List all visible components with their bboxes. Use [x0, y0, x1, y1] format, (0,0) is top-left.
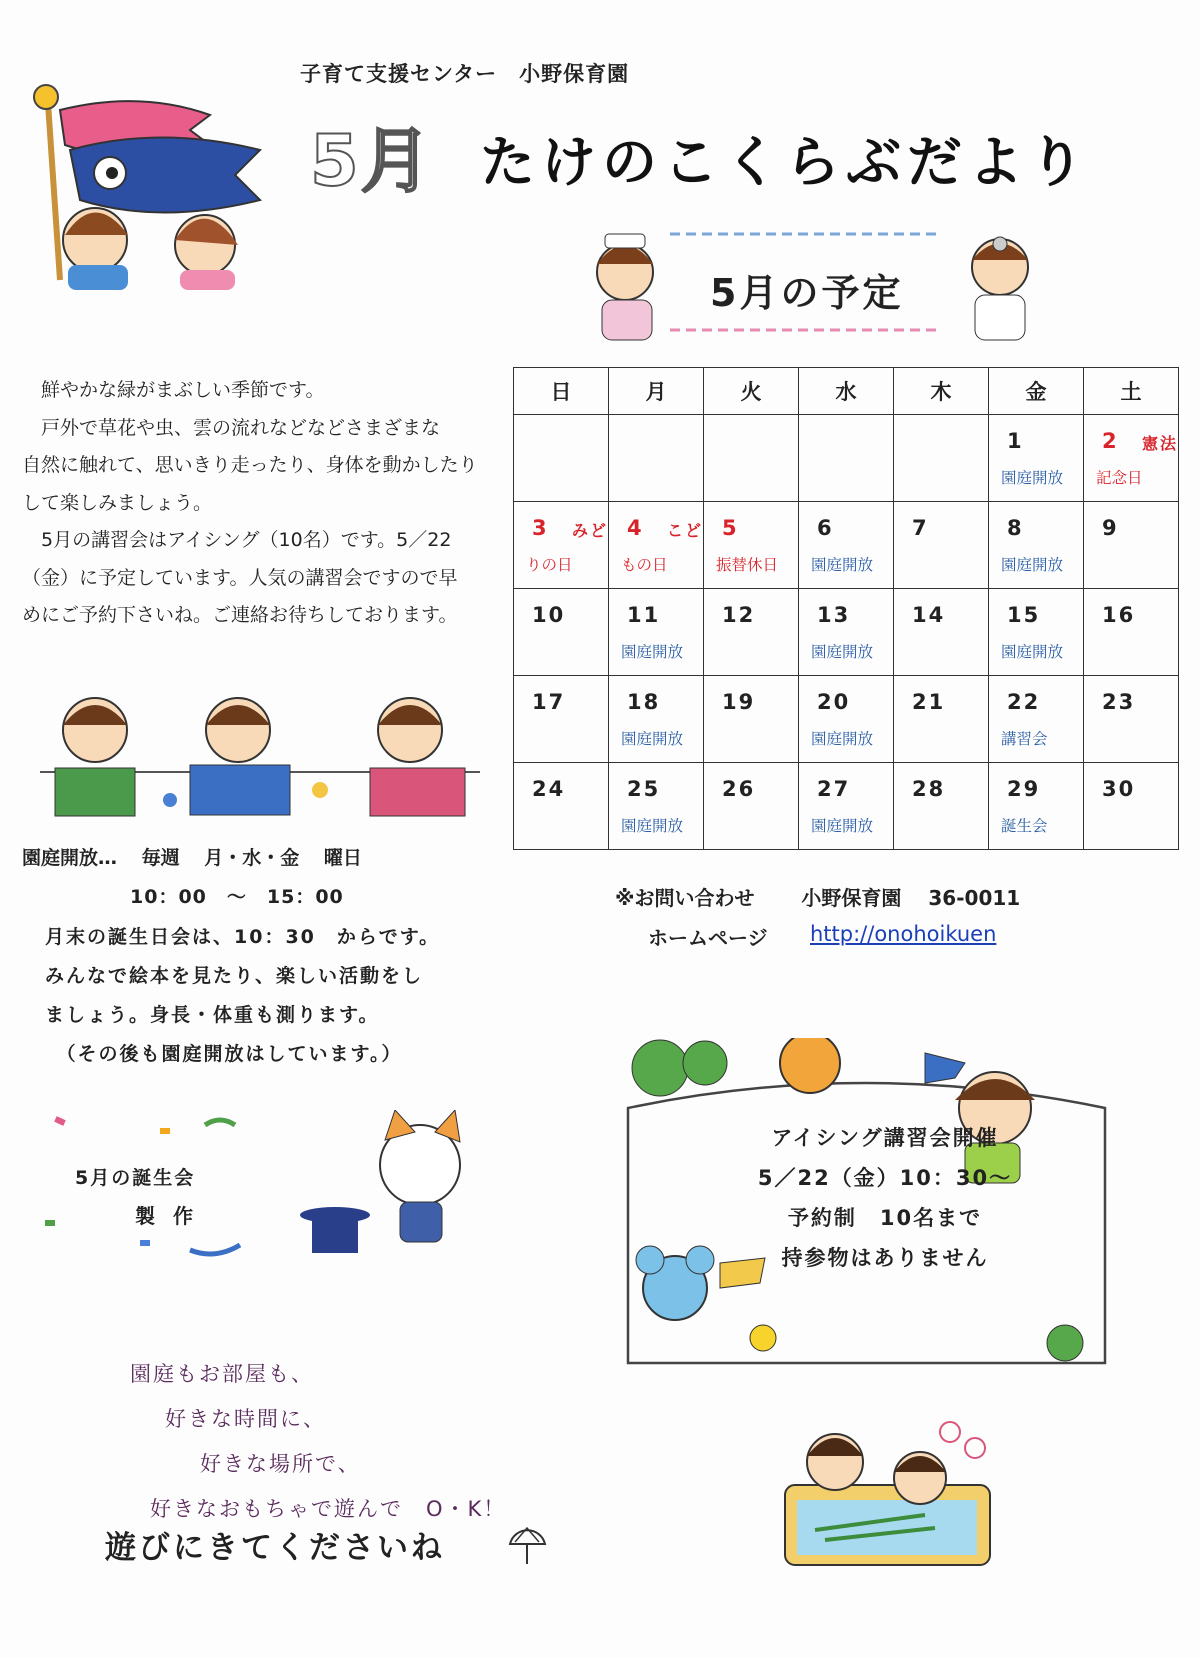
day-number: 29	[1007, 777, 1041, 801]
day-number: 5	[722, 516, 739, 540]
intro-line: めにご予約下さいね。ご連絡お待ちしております。	[22, 604, 458, 626]
calendar-day-cell	[1084, 676, 1179, 763]
calendar-day-cell	[799, 502, 894, 589]
weekday-header: 火	[704, 368, 799, 415]
day-note: 園庭開放	[1001, 643, 1064, 661]
birthday-info-line: （その後も園庭開放はしています。）	[45, 1043, 403, 1065]
homepage-link[interactable]: http://onohoikuen	[810, 922, 997, 946]
day-number: 4	[627, 516, 644, 540]
calendar-week-row	[514, 415, 1179, 502]
day-number: 1	[1007, 429, 1024, 453]
iris-bath-illustration	[775, 1420, 1005, 1570]
calendar-day-cell	[514, 415, 609, 502]
contact-phone: 36-0011	[928, 886, 1021, 910]
calendar-day-cell	[514, 763, 609, 850]
calendar-day-cell	[989, 676, 1084, 763]
calendar-day-cell	[894, 415, 989, 502]
day-number: 23	[1102, 690, 1136, 714]
calendar-day-cell	[989, 415, 1084, 502]
closing-line: 好きな時間に、	[165, 1407, 326, 1431]
calendar-day-cell	[1084, 415, 1179, 502]
calendar-day-cell	[609, 415, 704, 502]
day-number: 18	[627, 690, 661, 714]
nurse-icon	[597, 234, 653, 340]
calendar-day-cell	[989, 763, 1084, 850]
organization-name: 子育て支援センター 小野保育園	[300, 62, 630, 86]
day-note: 園庭開放	[811, 556, 874, 574]
day-note: 記念日	[1096, 469, 1143, 487]
day-number: 16	[1102, 603, 1136, 627]
day-number: 9	[1102, 516, 1119, 540]
calendar-week-row	[514, 589, 1179, 676]
day-number: 7	[912, 516, 929, 540]
day-number: 22	[1007, 690, 1041, 714]
contact-label: ※お問い合わせ	[615, 886, 755, 910]
chick-icon	[750, 1325, 776, 1351]
contact-line	[615, 882, 1020, 911]
calendar-day-cell	[514, 502, 609, 589]
tiger-icon	[780, 1038, 840, 1093]
day-number: 11	[627, 603, 661, 627]
holiday-name: 憲法	[1142, 434, 1179, 453]
kids-crafting-illustration	[40, 690, 480, 820]
tree-icon	[632, 1040, 688, 1096]
intro-line: 戸外で草花や虫、雲の流れなどなどさまざまな	[22, 416, 441, 439]
park-open-frequency: 毎週	[141, 847, 180, 869]
park-open-label: 園庭開放…	[22, 847, 118, 869]
event-line: アイシング講習会開催	[771, 1126, 999, 1150]
may-calendar	[513, 367, 1179, 850]
intro-line: 鮮やかな緑がまぶしい季節です。	[22, 379, 325, 401]
craft-label: 5月の誕生会	[75, 1167, 196, 1189]
calendar-day-cell	[609, 502, 704, 589]
weekday-header: 水	[799, 368, 894, 415]
calendar-day-cell	[704, 763, 799, 850]
day-note: 園庭開放	[1001, 469, 1064, 487]
calendar-day-cell	[799, 763, 894, 850]
day-number: 14	[912, 603, 946, 627]
event-line: 5／22（金）10：30～	[757, 1166, 1013, 1190]
day-number: 10	[532, 603, 566, 627]
holiday-name: こど	[667, 521, 704, 540]
intro-line: 5月の講習会はアイシング（10名）です。5／22	[22, 529, 452, 551]
park-open-hours: 10：00 ～ 15：00	[130, 886, 344, 908]
birthday-info-line: ましょう。身長・体重も測ります。	[45, 1004, 380, 1026]
day-note: 誕生会	[1001, 817, 1048, 835]
day-note: 振替休日	[716, 556, 779, 574]
calendar-day-cell	[1084, 502, 1179, 589]
calendar-day-cell	[704, 676, 799, 763]
day-number: 13	[817, 603, 851, 627]
park-open-schedule	[22, 843, 380, 870]
calendar-day-cell	[799, 676, 894, 763]
day-note: 園庭開放	[811, 643, 874, 661]
day-number: 20	[817, 690, 851, 714]
day-note: 園庭開放	[621, 817, 684, 835]
day-number: 26	[722, 777, 756, 801]
calendar-day-cell	[799, 589, 894, 676]
calendar-day-cell	[799, 415, 894, 502]
schedule-title: 5月の予定	[710, 271, 904, 315]
calendar-day-cell	[989, 502, 1084, 589]
calendar-day-cell	[609, 589, 704, 676]
calendar-day-cell	[609, 763, 704, 850]
calendar-day-cell	[1084, 763, 1179, 850]
day-number: 17	[532, 690, 566, 714]
calendar-day-cell	[514, 676, 609, 763]
closing-message	[130, 1352, 506, 1532]
day-number: 8	[1007, 516, 1024, 540]
day-note: 園庭開放	[811, 817, 874, 835]
day-number: 15	[1007, 603, 1041, 627]
intro-line: して楽しみましょう。	[22, 491, 213, 514]
invite-text: 遊びにきてくださいね	[105, 1530, 445, 1566]
birthday-info-line: 月末の誕生日会は、10：30 からです。	[45, 926, 441, 948]
day-number: 19	[722, 690, 756, 714]
park-open-days-suffix: 曜日	[323, 847, 362, 869]
day-note: りの日	[526, 556, 573, 574]
closing-line: 好きな場所で、	[200, 1452, 361, 1476]
day-number: 6	[817, 516, 834, 540]
day-number: 21	[912, 690, 946, 714]
intro-paragraph	[22, 372, 502, 635]
day-number: 27	[817, 777, 851, 801]
icing-event-info	[675, 1118, 1095, 1278]
calendar-week-row	[514, 763, 1179, 850]
calendar-day-cell	[894, 763, 989, 850]
calendar-day-cell	[609, 676, 704, 763]
pole-flower-icon	[34, 85, 58, 109]
calendar-day-cell	[1084, 589, 1179, 676]
day-number: 25	[627, 777, 661, 801]
day-number: 3	[532, 516, 549, 540]
newsletter-title: たけのこくらぶだより	[480, 130, 1091, 194]
park-open-days: 月・水・金	[204, 847, 300, 869]
day-note: 園庭開放	[811, 730, 874, 748]
intro-line: 自然に触れて、思いきり走ったり、身体を動かしたり	[22, 454, 478, 476]
calendar-day-cell	[894, 676, 989, 763]
weekday-header: 日	[514, 368, 609, 415]
closing-line: 好きなおもちゃで遊んで O・K！	[150, 1497, 507, 1521]
event-line: 持参物はありません	[781, 1246, 989, 1270]
intro-line: （金）に予定しています。人気の講習会ですので早	[22, 566, 458, 589]
calendar-day-cell	[514, 589, 609, 676]
calendar-day-cell	[894, 502, 989, 589]
day-number: 12	[722, 603, 756, 627]
weekday-header: 金	[989, 368, 1084, 415]
day-note: もの日	[621, 556, 668, 574]
event-line: 予約制 10名まで	[787, 1206, 983, 1230]
calendar-day-cell	[704, 502, 799, 589]
birthday-info	[45, 918, 500, 1074]
day-note: 園庭開放	[621, 730, 684, 748]
holiday-name: みど	[572, 521, 609, 540]
closing-line: 園庭もお部屋も、	[130, 1362, 314, 1386]
homepage-label: ホームページ	[648, 926, 768, 950]
calendar-header-row	[514, 368, 1179, 415]
calendar-week-row	[514, 676, 1179, 763]
weekday-header: 土	[1084, 368, 1179, 415]
weekday-header: 月	[609, 368, 704, 415]
koinobori-kids-illustration	[20, 75, 290, 290]
calendar-day-cell	[704, 589, 799, 676]
craft-sub: 製作	[135, 1204, 211, 1228]
calendar-day-cell	[704, 415, 799, 502]
calendar-day-cell	[989, 589, 1084, 676]
weekday-header: 木	[894, 368, 989, 415]
contact-name: 小野保育園	[801, 886, 902, 910]
day-note: 園庭開放	[621, 643, 684, 661]
day-number: 24	[532, 777, 566, 801]
day-note: 講習会	[1001, 730, 1048, 748]
day-number: 2	[1102, 429, 1119, 453]
day-note: 園庭開放	[1001, 556, 1064, 574]
calendar-week-row	[514, 502, 1179, 589]
birthday-info-line: みんなで絵本を見たり、楽しい活動をし	[45, 965, 424, 987]
calendar-day-cell	[894, 589, 989, 676]
day-number: 30	[1102, 777, 1136, 801]
month-label: 5月	[310, 120, 433, 202]
doctor-icon	[972, 237, 1028, 340]
fan-icon	[505, 1522, 550, 1567]
day-number: 28	[912, 777, 946, 801]
